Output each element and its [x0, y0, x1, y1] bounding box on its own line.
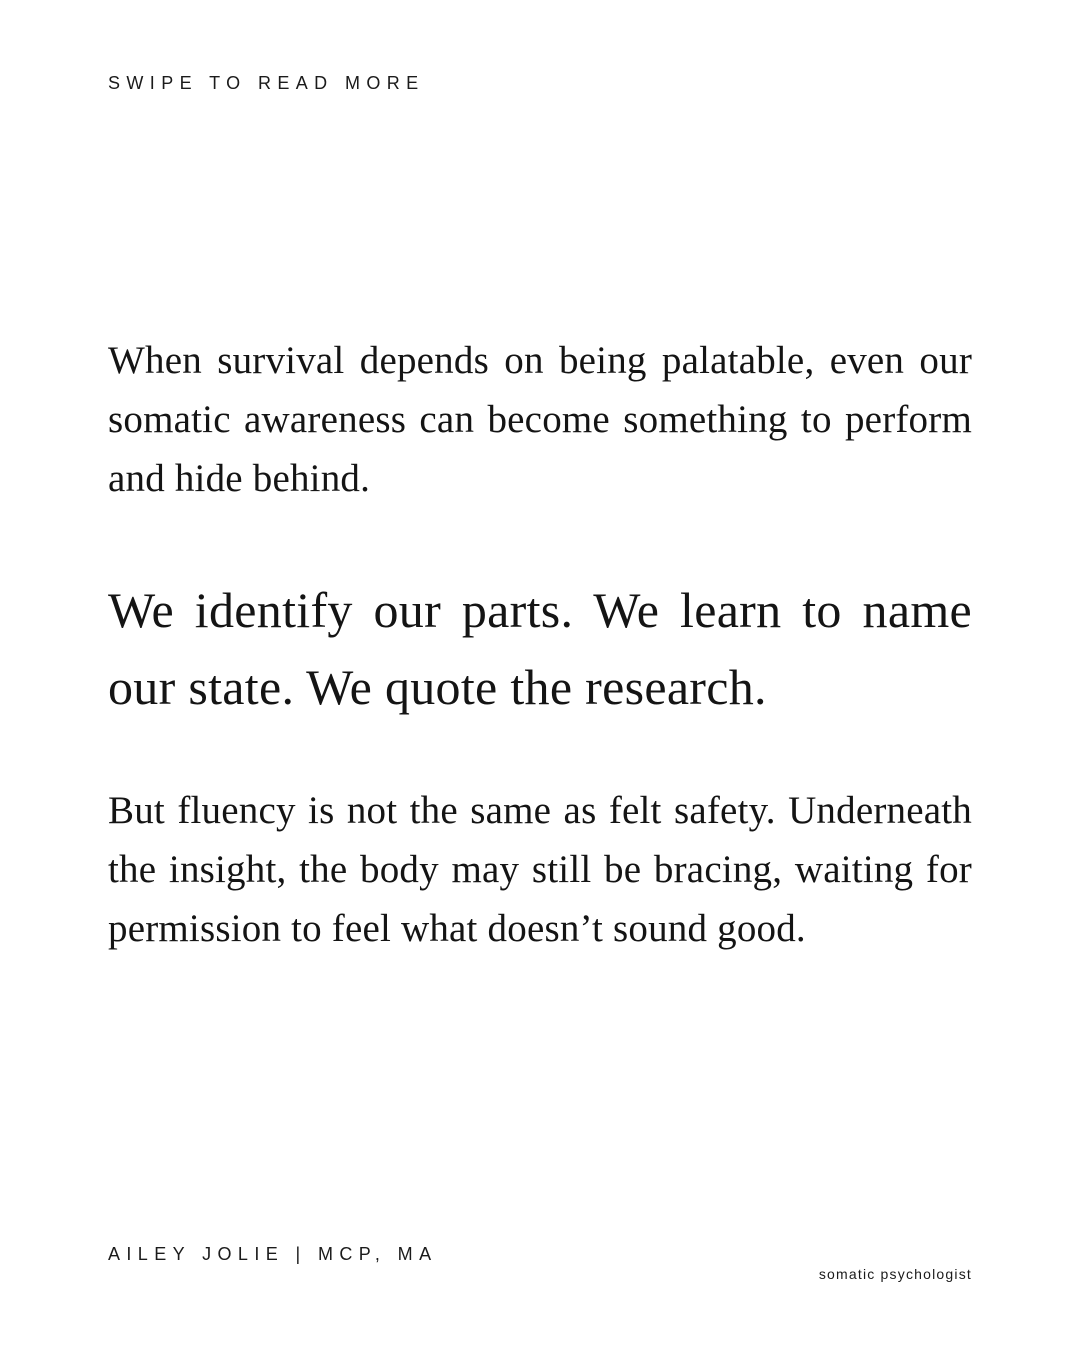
closing-paragraph: But fluency is not the same as felt safety. Underneath the insight, the body may still be bracing, waiting for permission to feel what doesn’t sound good.	[108, 789, 972, 950]
author-role: somatic psychologist	[818, 1266, 972, 1282]
author-credit: AILEY JOLIE | MCP, MA	[108, 1244, 438, 1264]
swipe-to-read-more-label: SWIPE TO READ MORE	[108, 73, 425, 93]
intro-paragraph: When survival depends on being palatable, even our somatic awareness can become something to perform and hide behind.	[108, 339, 972, 500]
highlight-paragraph: We identify our parts. We learn to name our state. We quote the research.	[108, 582, 972, 715]
